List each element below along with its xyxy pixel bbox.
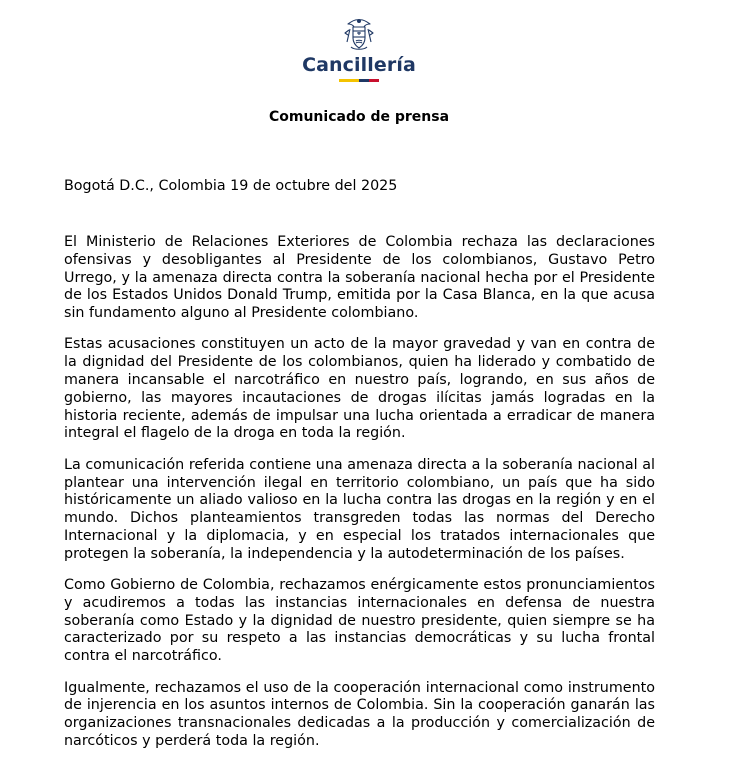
document-body (64, 234, 655, 764)
dateline: Bogotá D.C., Colombia 19 de octubre del 2025 (64, 178, 398, 194)
letterhead (0, 16, 718, 82)
paragraph: Estas acusaciones constituyen un acto de la mayor gravedad y van en contra de la dignidad del Presidente de los colombianos, quien ha liderado y combatido de manera incansable el narcotráfico en nuestro país, logrando, en sus años de gobierno, las mayores incautaciones de drogas ilícitas jamás logradas en la historia reciente, además de impulsar una lucha orientada a erradicar de manera integral el flagelo de la droga en toda la región. (64, 336, 655, 442)
flag-blue-stripe (359, 79, 369, 82)
paragraph: Como Gobierno de Colombia, rechazamos enérgicamente estos pronunciamientos y acudiremos a todas las instancias internacionales en defensa de nuestra soberanía como Estado y la dignidad de nuestro presidente, quien siempre se ha caracterizado por su respeto a las instancias democráticas y su lucha frontal contra el narcotráfico. (64, 577, 655, 665)
brand-name: Cancillería (302, 54, 416, 76)
paragraph: La comunicación referida contiene una amenaza directa a la soberanía nacional al plantear una intervención ilegal en territorio colombiano, un país que ha sido históricamente un aliado valioso en la lucha contra las drogas en la región y en el mundo. Dichos planteamientos transgreden todas las normas del Derecho Internacional y la diplomacia, y en especial los tratados internacionales que protegen la soberanía, la independencia y la autodeterminación de los países. (64, 456, 655, 562)
colombia-coat-of-arms-icon (344, 16, 374, 52)
flag-yellow-stripe (339, 79, 359, 82)
document-title: Comunicado de prensa (268, 109, 450, 125)
flag-stripe (339, 79, 379, 82)
flag-red-stripe (369, 79, 379, 82)
paragraph: El Ministerio de Relaciones Exteriores de Colombia rechaza las declaraciones ofensivas y desobligantes al Presidente de los colombianos, Gustavo Petro Urrego, y la amenaza directa contra la soberanía nacional hecha por el Presidente de los Estados Unidos Donald Trump, emitida por la Casa Blanca, en la que acusa sin fundamento alguno al Presidente colombiano. (64, 234, 655, 322)
paragraph: Igualmente, rechazamos el uso de la cooperación internacional como instrumento de injerencia en los asuntos internos de Colombia. Sin la cooperación ganarán las organizaciones transnacionales dedicadas a la producción y comercialización de narcóticos y perderá toda la región. (64, 679, 655, 749)
